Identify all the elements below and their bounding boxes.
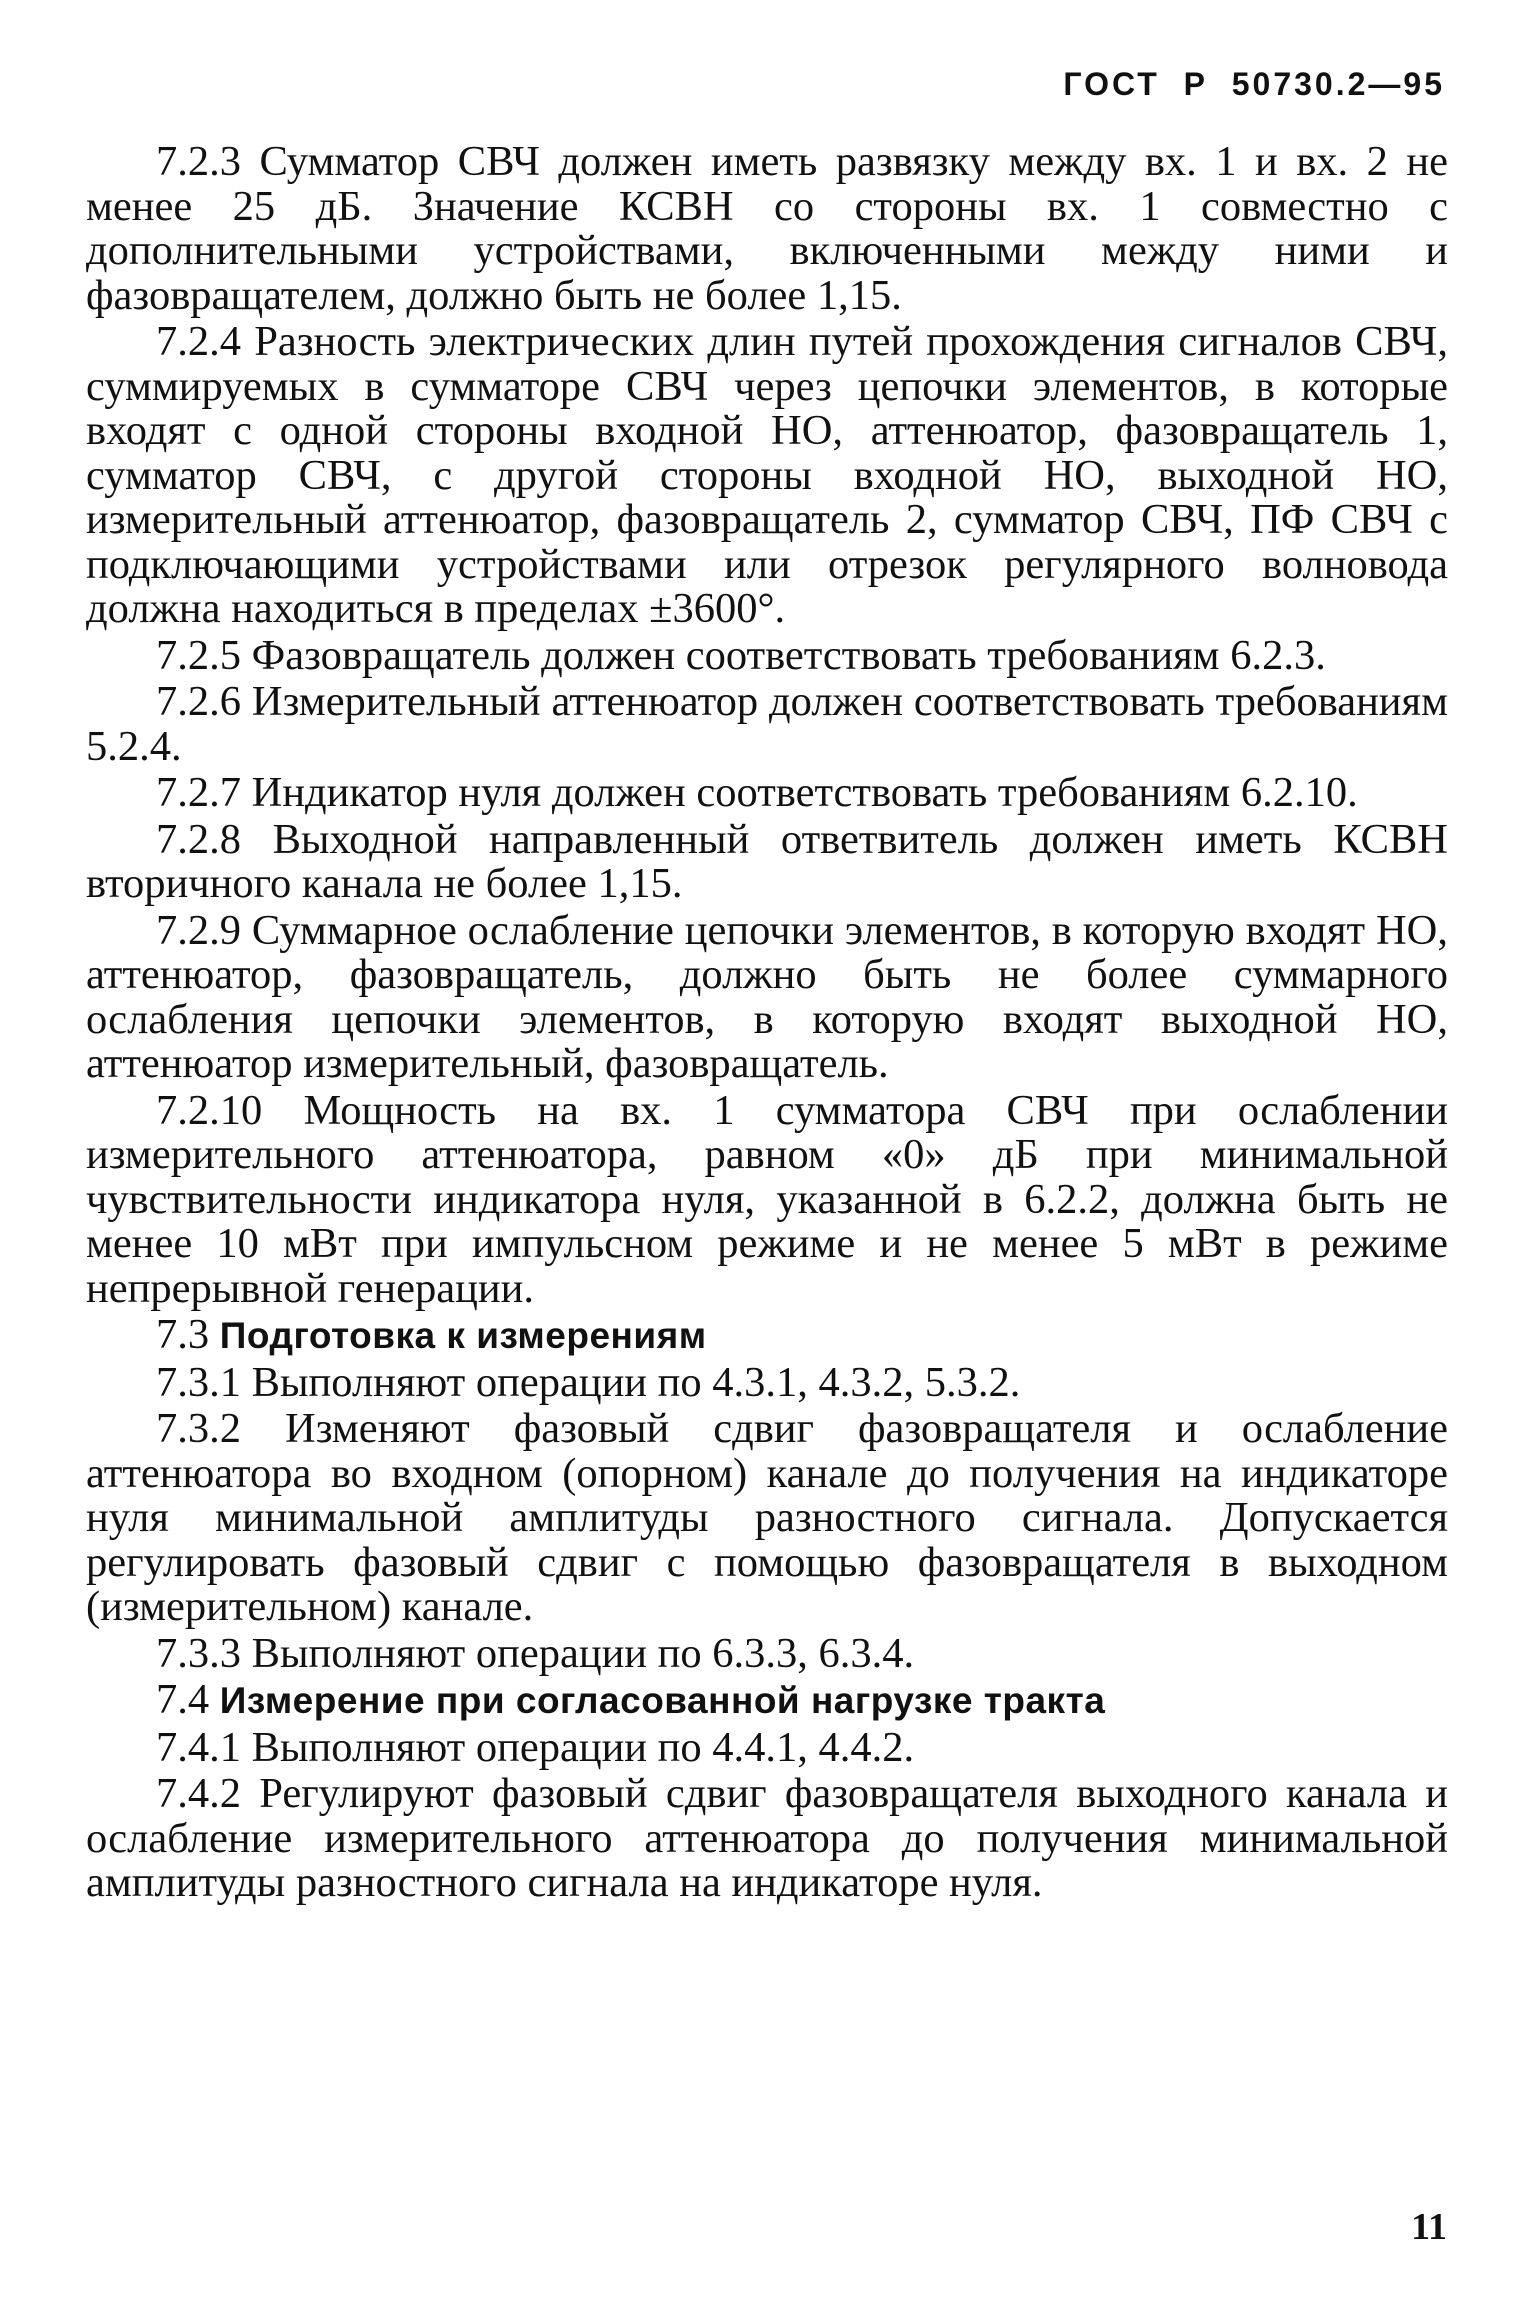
clause-text: Измерительный аттенюатор должен соответствовать требованиям 5.2.4.	[86, 678, 1448, 770]
section-title: Измерение при согласованной нагрузке тракта	[219, 1680, 1106, 1721]
section-7-4-heading	[86, 1678, 1448, 1724]
clause-number: 7.2.7	[156, 769, 241, 816]
clause-7-4-1	[86, 1723, 1448, 1771]
page-number: 11	[1411, 2206, 1447, 2248]
clause-7-2-3	[86, 140, 1448, 318]
clause-7-4-2	[86, 1772, 1448, 1906]
clause-7-2-4	[86, 320, 1448, 632]
clause-text: Суммарное ослабление цепочки элементов, в которую входят НО, аттенюатор, фазовращатель, должно быть не более суммарного ослабления цепочки элементов, в которую входят выходной НО, аттенюатор измерительный, фазовращатель.	[86, 906, 1448, 1087]
clause-7-2-5	[86, 631, 1448, 679]
clause-number: 7.2.10	[156, 1086, 263, 1134]
clause-number: 7.3.2	[156, 1405, 241, 1452]
section-7-3-heading	[86, 1313, 1448, 1359]
clause-7-2-9	[86, 906, 1448, 1087]
clause-text: Индикатор нуля должен соответствовать требованиям 6.2.10.	[251, 769, 1358, 816]
clause-text: Фазовращатель должен соответствовать требованиям 6.2.3.	[251, 631, 1326, 679]
clause-text: Выполняют операции по 4.4.1, 4.4.2.	[251, 1723, 915, 1771]
clause-number: 7.3.1	[156, 1358, 241, 1406]
document-header: ГОСТ Р 50730.2—95	[1063, 66, 1445, 102]
clause-text: Выполняют операции по 6.3.3, 6.3.4.	[251, 1629, 915, 1677]
clause-number: 7.4.1	[156, 1723, 241, 1771]
clause-text: Выполняют операции по 4.3.1, 4.3.2, 5.3.2.	[251, 1358, 1021, 1406]
clause-7-2-7	[86, 771, 1448, 816]
clause-text: Регулируют фазовый сдвиг фазовращателя выходного канала и ослабление измерительного аттенюатора до получения минимальной амплитуды разностного сигнала на индикаторе нуля.	[86, 1770, 1449, 1906]
section-number: 7.3	[156, 1311, 210, 1358]
section-title: Подготовка к измерениям	[219, 1315, 707, 1356]
clause-number: 7.2.3	[156, 138, 241, 185]
clause-number: 7.3.3	[156, 1629, 241, 1677]
clause-7-2-8	[86, 815, 1448, 907]
clause-7-3-3	[86, 1629, 1448, 1677]
clause-7-3-2	[86, 1407, 1448, 1630]
clause-text: Разность электрических длин путей прохождения сигналов СВЧ, суммируемых в сумматоре СВЧ через цепочки элементов, в которые входят с одной стороны входной НО, аттенюатор, фазовращатель 1, сумматор СВЧ, с другой стороны входной НО, выходной НО, измерительный аттенюатор, фазовращатель 2, сумматор СВЧ, ПФ СВЧ с подключающими устройствами или отрезок регулярного волновода должна находиться в пределах ±3600°.	[86, 318, 1449, 632]
clause-text: Изменяют фазовый сдвиг фазовращателя и ослабление аттенюатора во входном (опорном) канале до получения на индикаторе нуля минимальной амплитуды разностного сигнала. Допускается регулировать фазовый сдвиг с помощью фазовращателя в выходном (измерительном) канале.	[86, 1405, 1448, 1630]
clause-text: Сумматор СВЧ должен иметь развязку между вх. 1 и вх. 2 не менее 25 дБ. Значение КСВН со стороны вх. 1 совместно с дополнительными устройствами, включенными между ними и фазовращателем, должно быть не более 1,15.	[86, 138, 1449, 319]
clause-7-3-1	[86, 1358, 1448, 1406]
document-body	[86, 140, 1448, 1908]
clause-7-2-6	[86, 680, 1448, 769]
clause-number: 7.2.5	[156, 631, 241, 679]
clause-number: 7.2.6	[156, 678, 241, 725]
clause-number: 7.4.2	[156, 1770, 241, 1817]
clause-7-2-10	[86, 1086, 1449, 1312]
clause-number: 7.2.8	[156, 815, 241, 863]
clause-text: Выходной направленный ответвитель должен иметь КСВН вторичного канала не более 1,15.	[86, 815, 1448, 907]
section-number: 7.4	[156, 1676, 210, 1723]
clause-text: Мощность на вх. 1 сумматора СВЧ при ослаблении измерительного аттенюатора, равном «0» дБ при минимальной чувствительности индикатора нуля, указанной в 6.2.2, должна быть не менее 10 мВт при импульсном режиме и не менее 5 мВт в режиме непрерывной генерации.	[86, 1086, 1449, 1312]
clause-number: 7.2.4	[156, 318, 241, 365]
clause-number: 7.2.9	[156, 906, 241, 954]
